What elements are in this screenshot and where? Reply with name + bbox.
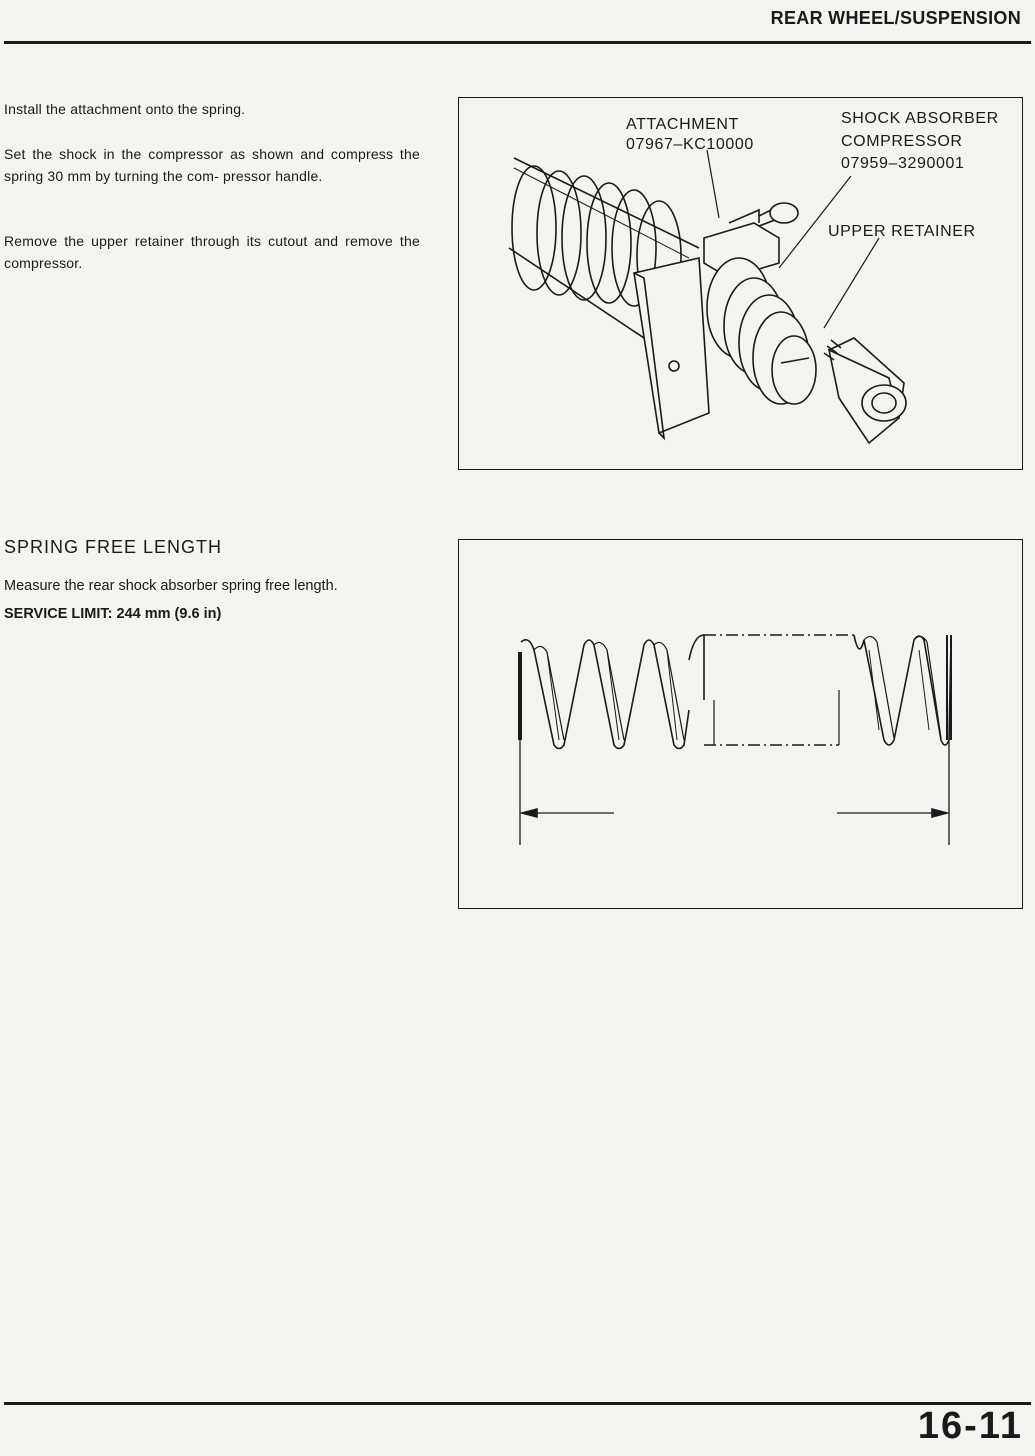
page-number: 16-11 <box>917 1405 1023 1447</box>
service-limit-spec: SERVICE LIMIT: 244 mm (9.6 in) <box>4 606 222 622</box>
attachment-label: ATTACHMENT <box>626 116 739 133</box>
spring-free-length-heading: SPRING FREE LENGTH <box>4 537 223 557</box>
upper-retainer-label: UPPER RETAINER <box>828 223 976 240</box>
footer-rule <box>4 1402 1031 1405</box>
spring-length-figure <box>458 539 1023 909</box>
spring-length-illustration <box>459 540 1024 910</box>
instruction-step-2: Set the shock in the compressor as shown and compress the spring 30 mm by turning the com- pressor handle. <box>4 146 420 184</box>
compressor-label-line1: SHOCK ABSORBER <box>841 110 999 127</box>
compressor-figure <box>458 97 1023 470</box>
spring-measure-instruction: Measure the rear shock absorber spring free length. <box>4 578 338 594</box>
attachment-part-number: 07967–KC10000 <box>626 136 754 153</box>
instruction-step-1: Install the attachment onto the spring. <box>4 101 246 117</box>
compressor-label-line2: COMPRESSOR <box>841 133 963 150</box>
header-rule <box>4 41 1031 44</box>
section-header-title: REAR WHEEL/SUSPENSION <box>770 8 1021 28</box>
instruction-step-3: Remove the upper retainer through its cutout and remove the compressor. <box>4 233 420 271</box>
compressor-part-number: 07959–3290001 <box>841 155 965 172</box>
